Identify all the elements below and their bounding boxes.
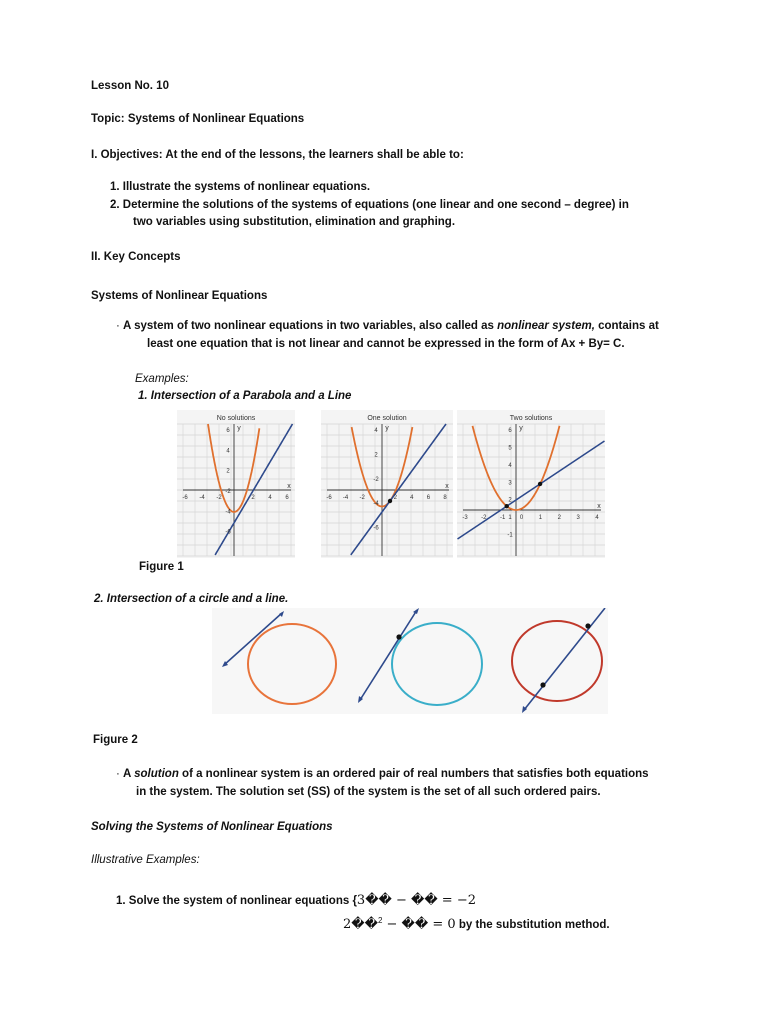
intersection-point [505, 504, 509, 508]
topic-heading: Topic: Systems of Nonlinear Equations [91, 113, 305, 125]
figure-2 [212, 608, 608, 714]
bullet-dot: · [116, 768, 120, 780]
x-tick-label: 8 [443, 495, 447, 501]
y-tick-label: -2 [373, 476, 379, 483]
y-tick-label: 6 [508, 428, 512, 434]
x-tick-label: 4 [268, 495, 272, 501]
y-tick-label: -4 [225, 509, 231, 516]
intersection-point [388, 499, 392, 503]
x-tick-label: -2 [359, 495, 365, 501]
y-tick-label: 6 [226, 428, 230, 434]
intersection-point [396, 634, 401, 639]
y-tick-label: 2 [374, 452, 378, 459]
example-2-title: 2. Intersection of a circle and a line. [94, 593, 289, 605]
figure-1-graphs [172, 410, 605, 558]
x-tick-label: -3 [462, 515, 468, 521]
y-tick-label: 2 [226, 468, 230, 475]
section-title: Systems of Nonlinear Equations [91, 290, 268, 302]
objective-2-cont: two variables using substitution, elimination and graphing. [133, 216, 456, 228]
lesson-number: Lesson No. 10 [91, 80, 169, 92]
y-axis-label: y [385, 425, 389, 432]
x-tick-label: 6 [285, 495, 289, 501]
figure-2-background [212, 608, 608, 714]
x-tick-label: 2 [251, 495, 255, 501]
y-tick-label: 4 [374, 428, 378, 434]
x-tick-label: -4 [342, 495, 349, 501]
x-axis-label: x [445, 483, 449, 490]
illustrative-label: Illustrative Examples: [91, 854, 200, 866]
bullet-definition: · A system of two nonlinear equations in two variables, also called as nonlinear system, contains at [116, 320, 659, 332]
examples-label: Examples: [135, 373, 189, 385]
x-tick-label: -6 [326, 495, 332, 501]
problem-equation-2: 2��$^2$ − �� = 0 by the substitution method. [343, 916, 610, 932]
x-axis-label: x [287, 483, 291, 490]
graph-title: Two solutions [509, 415, 553, 422]
objective-2: 2. Determine the solutions of the systems of equations (one linear and one second – degree) in [110, 199, 629, 211]
x-tick-label: -1 [500, 515, 506, 521]
objective-1: 1. Illustrate the systems of nonlinear equations. [110, 181, 371, 193]
objectives-heading: I. Objectives: At the end of the lessons, the learners shall be able to: [91, 149, 464, 161]
x-tick-label: 0 [519, 515, 524, 521]
bullet-dot: · [116, 320, 120, 332]
graph-title: One solution [367, 415, 407, 422]
y-tick-label: -2 [225, 489, 231, 495]
intersection-point [585, 623, 590, 628]
y-tick-label: 3 [508, 480, 512, 487]
y-tick-label: -4 [373, 501, 379, 508]
bullet-solution: · A solution of a nonlinear system is an ordered pair of real numbers that satisfies both equations [116, 768, 649, 780]
problem-statement: 1. Solve the system of nonlinear equations {3�� − �� = −2 [116, 893, 476, 908]
x-tick-label: -4 [199, 495, 205, 501]
y-axis-label: y [519, 425, 523, 432]
y-tick-label: 5 [508, 445, 512, 452]
y-axis-label: y [237, 425, 241, 432]
x-tick-label: 3 [576, 515, 580, 521]
key-concepts-heading: II. Key Concepts [91, 251, 181, 263]
intersection-point [538, 482, 542, 486]
x-tick-label: -2 [216, 495, 222, 501]
graph-title: No solutions [216, 415, 256, 422]
x-tick-label: 4 [410, 495, 414, 501]
figure-1-caption: Figure 1 [139, 561, 184, 573]
x-tick-label: 2 [557, 515, 561, 521]
x-tick-label: -6 [182, 495, 188, 501]
y-tick-label: -6 [373, 525, 379, 532]
x-tick-label: 2 [393, 495, 397, 501]
y-tick-label: -6 [225, 529, 231, 536]
y-tick-label: 4 [508, 462, 512, 469]
bullet-solution-cont: in the system. The solution set (SS) of the system is the set of all such ordered pairs. [136, 786, 601, 798]
y-tick-label: 4 [226, 448, 230, 455]
intersection-point [540, 682, 545, 687]
x-tick-label: 4 [595, 515, 599, 521]
y-tick-label: 1 [508, 515, 512, 522]
solving-heading: Solving the Systems of Nonlinear Equations [91, 821, 333, 833]
x-tick-label: 1 [538, 515, 543, 521]
figure-1 [172, 410, 605, 558]
bullet-definition-cont: least one equation that is not linear and cannot be expressed in the form of Ax + By= C. [147, 338, 625, 350]
example-1-title: 1. Intersection of a Parabola and a Line [138, 390, 352, 402]
x-tick-label: 6 [426, 495, 431, 501]
x-axis-label: x [597, 503, 601, 510]
figure-2-caption: Figure 2 [93, 734, 138, 746]
y-tick-label: -1 [507, 532, 513, 539]
y-tick-label: 2 [508, 497, 512, 504]
figure-2-graphs [212, 608, 608, 714]
x-tick-label: -2 [481, 515, 487, 521]
